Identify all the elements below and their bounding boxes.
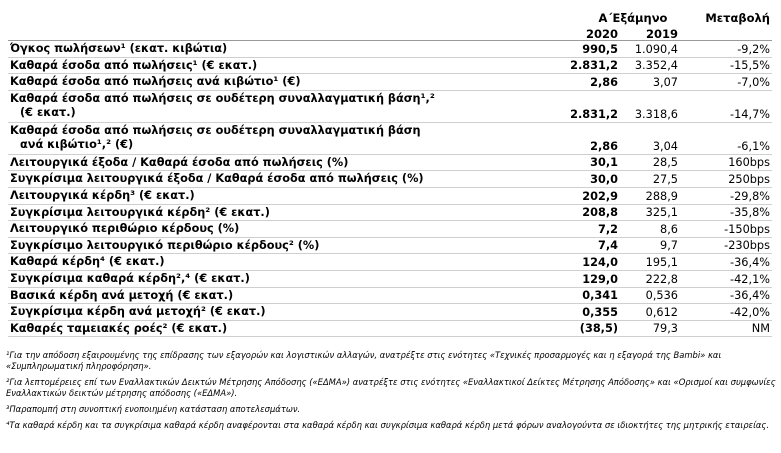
row-label: Συγκρίσιμα κέρδη ανά μετοχή² (€ εκατ.) [10,305,266,319]
value-2020: 7,2 [597,222,618,236]
year-2020-header: 2020 [585,27,618,41]
value-2019: 3.352,4 [634,59,678,73]
footnotes [6,350,776,436]
change-value: -7,0% [737,75,770,89]
table-row [8,271,772,288]
value-2020: 2.831,2 [570,59,618,73]
table-row [8,74,772,91]
change-value: 250bps [728,172,770,186]
row-label [10,92,552,121]
row-label-line1: Καθαρά έσοδα από πωλήσεις σε ουδέτερη συναλλαγματική βάση¹,² [10,91,435,105]
value-2020: 208,8 [582,206,618,220]
change-value: -14,7% [730,107,770,121]
row-label-line1: Καθαρά έσοδα από πωλήσεις σε ουδέτερη συναλλαγματική βάση [10,123,421,137]
value-2019: 3,04 [652,139,678,153]
table-row [8,304,772,321]
change-value: -42,1% [730,272,770,286]
value-2019: 27,5 [652,172,678,186]
row-label: Καθαρά κέρδη⁴ (€ εκατ.) [10,255,165,269]
row-label: Καθαρά έσοδα από πωλήσεις ανά κιβώτιο¹ (€) [10,75,301,89]
change-value: NM [751,322,770,336]
change-value: -6,1% [737,139,770,153]
change-value: -36,4% [730,255,770,269]
row-label: Λειτουργικά κέρδη³ (€ εκατ.) [10,188,195,202]
change-value: -36,4% [730,289,770,303]
row-label: Λειτουργικά έξοδα / Καθαρά έσοδα από πωλήσεις (%) [10,155,349,169]
value-2019: 1.090,4 [634,42,678,56]
table-row [8,91,772,123]
row-label: Καθαρά έσοδα από πωλήσεις¹ (€ εκατ.) [10,58,258,72]
value-2020: 0,355 [582,305,618,319]
change-value: -230bps [724,239,770,253]
value-2019: 222,8 [645,272,678,286]
value-2020: 2,86 [590,75,618,89]
footnote-2: ²Για λεπτομέρειες επί των Εναλλακτικών Δεικτών Μέτρησης Απόδοσης («ΕΔΜΑ») ανατρέξτε στις ενότητες «Εναλλακτικοί Δείκτες Μέτρησης Απόδοσης» και «Ορισμοί και συμφωνίες Εναλλακτικών δεικτών μέτρησης απόδοσης («ΕΔΜΑ»). [6,377,776,398]
change-header: Μεταβολή [705,11,770,25]
row-label: Λειτουργικό περιθώριο κέρδους (%) [10,222,240,236]
table-row [8,58,772,75]
table-row [8,321,772,338]
value-2020: 124,0 [582,255,618,269]
value-2019: 325,1 [645,206,678,220]
row-label: Όγκος πωλήσεων¹ (εκατ. κιβώτια) [10,42,228,55]
table-row [8,171,772,188]
value-2020: 202,9 [582,189,618,203]
table-row [8,288,772,305]
value-2019: 28,5 [652,156,678,170]
table-row [8,188,772,205]
value-2020: 30,0 [590,172,618,186]
value-2020: 7,4 [597,239,618,253]
value-2019: 3,07 [652,75,678,89]
change-value: -150bps [724,222,770,236]
value-2019: 0,612 [645,305,678,319]
row-label: Καθαρές ταμειακές ροές² (€ εκατ.) [10,321,228,335]
value-2020: 2,86 [590,139,618,153]
value-2019: 288,9 [645,189,678,203]
value-2020: (38,5) [579,322,618,336]
table-row [8,205,772,222]
financial-summary-table [8,8,772,337]
change-value: -29,8% [730,189,770,203]
footnote-1: ¹Για την απόδοση εξαιρουμένης της επίδρασης των εξαγορών και λογιστικών αλλαγών, ανατρέξτε στις ενότητες «Τεχνικές προσαρμογές και η εξαγορά της Bambi» και «Συμπληρωματική πληροφόρηση». [6,350,722,371]
change-value: -42,0% [730,305,770,319]
year-2019-header: 2019 [645,27,678,41]
value-2019: 8,6 [660,222,678,236]
table-row [8,221,772,238]
change-value: 160bps [728,156,770,170]
period-header: Α΄Εξάμηνο [598,11,668,25]
value-2020: 0,341 [582,289,618,303]
value-2020: 2.831,2 [570,107,618,121]
table-row [8,155,772,172]
table-row [8,41,772,58]
row-label-line2: (€ εκατ.) [20,106,76,120]
table-header [8,8,772,41]
row-label-line2: ανά κιβώτιο¹,² (€) [20,138,134,152]
row-label: Συγκρίσιμα λειτουργικά κέρδη² (€ εκατ.) [10,205,270,219]
value-2020: 129,0 [582,272,618,286]
change-value: -35,8% [730,206,770,220]
value-2019: 79,3 [652,322,678,336]
row-label [10,124,552,153]
value-2019: 9,7 [660,239,678,253]
table-row [8,238,772,255]
row-label: Συγκρίσιμο λειτουργικό περιθώριο κέρδους² (%) [10,238,320,252]
table-row [8,254,772,271]
row-label: Συγκρίσιμα λειτουργικά έξοδα / Καθαρά έσοδα από πωλήσεις (%) [10,172,424,186]
value-2020: 30,1 [590,156,618,170]
table-row [8,123,772,155]
row-label: Συγκρίσιμα καθαρά κέρδη²,⁴ (€ εκατ.) [10,271,250,285]
change-value: -15,5% [730,59,770,73]
value-2019: 0,536 [645,289,678,303]
row-label: Βασικά κέρδη ανά μετοχή (€ εκατ.) [10,288,234,302]
footnote-3: ³Παραπομπή στη συνοπτική ενοποιημένη κατάσταση αποτελεσμάτων. [6,404,301,414]
value-2019: 3.318,6 [634,107,678,121]
change-value: -9,2% [737,42,770,56]
footnote-4: ⁴Τα καθαρά κέρδη και τα συγκρίσιμα καθαρά κέρδη αναφέρονται στα καθαρά κέρδη και συγκρίσιμα καθαρά κέρδη μετά φόρων αναλογούντα σε ιδιοκτήτες της μητρικής εταιρείας. [6,420,770,430]
value-2020: 990,5 [582,42,618,56]
value-2019: 195,1 [645,255,678,269]
